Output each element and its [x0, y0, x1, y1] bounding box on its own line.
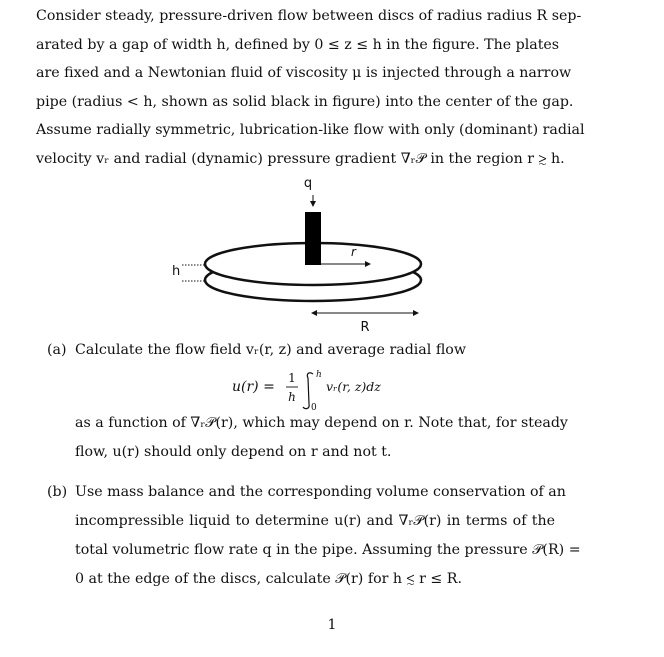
- average-flow-equation: [232, 368, 432, 412]
- part-b: [47, 478, 581, 596]
- pipe: [305, 212, 321, 265]
- page-number: 1: [327, 617, 337, 633]
- intro-line: arated by a gap of width h, defined by 0 ≤ z ≤ h in the figure. The plates: [36, 36, 560, 53]
- part-b-line: total volumetric flow rate q in the pipe. Assuming the pressure 𝒫(R) =: [75, 542, 581, 558]
- part-a-line: as a function of ∇ᵣ𝒫(r), which may depend on r. Note that, for steady: [75, 415, 568, 431]
- part-b-line: 0 at the edge of the discs, calculate 𝒫(r) for h ≲ r ≤ R.: [75, 571, 462, 587]
- label-r: r: [351, 245, 356, 259]
- eq-frac-num: 1: [288, 371, 296, 385]
- intro-line: pipe (radius < h, shown as solid black in figure) into the center of the gap.: [36, 93, 574, 110]
- intro-paragraph: [36, 2, 585, 174]
- eq-lower: 0: [311, 403, 317, 412]
- disc-flow-figure: [160, 170, 440, 340]
- part-a: [47, 336, 557, 366]
- part-b-line: Use mass balance and the corresponding volume conservation of an: [75, 484, 566, 500]
- eq-integrand: vᵣ(r, z)dz: [326, 379, 381, 394]
- intro-line: velocity vᵣ and radial (dynamic) pressure gradient ∇ᵣ𝒫 in the region r ≳ h.: [36, 150, 565, 167]
- label-h: h: [172, 264, 181, 279]
- eq-upper: h: [316, 370, 322, 380]
- intro-line: Assume radially symmetric, lubrication-like flow with only (dominant) radial: [36, 122, 585, 139]
- eq-frac-den: h: [288, 390, 296, 404]
- intro-line: are fixed and a Newtonian fluid of viscosity μ is injected through a narrow: [36, 65, 572, 82]
- label-R: R: [360, 320, 370, 335]
- part-a-line: flow, u(r) should only depend on r and not t.: [75, 444, 392, 460]
- eq-lhs: u(r) =: [232, 379, 275, 395]
- part-a-line: Calculate the flow field vᵣ(r, z) and average radial flow: [75, 342, 466, 358]
- part-b-label: (b): [47, 484, 68, 500]
- part-a-label: (a): [47, 342, 67, 358]
- part-a-continued: [47, 409, 568, 469]
- part-b-line: incompressible liquid to determine u(r) and ∇ᵣ𝒫(r) in terms of the: [75, 513, 555, 529]
- intro-line: Consider steady, pressure-driven flow between discs of radius radius R sep-: [36, 8, 582, 24]
- label-q: q: [303, 176, 313, 191]
